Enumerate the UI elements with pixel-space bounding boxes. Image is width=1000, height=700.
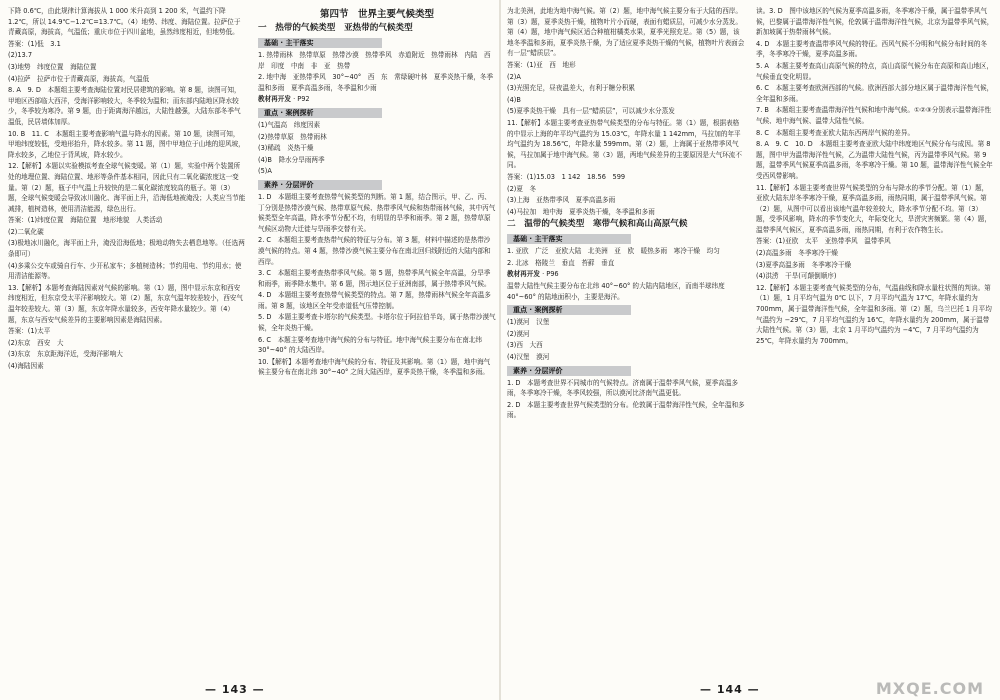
band-cases: 重点 · 案例探析: [258, 108, 382, 118]
answer-line: 2. 地中海 亚热带季风 30°~40° 西 东 常绿硬叶林 夏季炎热干燥，冬季温和多雨 夏季高温多雨，冬季温和少雨: [258, 73, 494, 92]
answer-line: 1. 热带雨林 热带草原 热带沙漠 热带季风 赤道附近 热带雨林 内陆 西岸 印度 中南 非 亚 热带: [258, 51, 491, 70]
answer-paragraph: 5. A 本题主要考查高山高原气候的特点，高山高原气候分布在高原和高山地区，气候垂直变化明显。: [756, 61, 994, 81]
watermark: MXQE.COM: [875, 679, 984, 698]
page-number-left: — 143 —: [205, 683, 265, 696]
answer-paragraph: 5. D 本题主要考查卡塔尔的气候类型。卡塔尔位于阿拉伯半岛，属于热带沙漠气候，全年炎热干燥。: [258, 313, 496, 333]
answer-line: (5)A: [258, 167, 272, 176]
answer-line: (3)西 大西: [507, 341, 543, 350]
answer-paragraph: (3)东京 东京距海洋近，受海洋影响大: [8, 350, 123, 359]
column-3: [507, 6, 745, 422]
answer-paragraph: 10. B 11. C 本题组主要考查影响气温与降水的因素。第 10 题，读图可知，甲地纬度较低，受地形抬升，降水较多。第 11 题，图中甲地位于山地的迎风坡，降水较多，乙地位于背风坡，降水较少。: [8, 129, 245, 159]
answer-paragraph: (4)海陆因素: [8, 362, 44, 370]
answer-line: 1. 亚欧 广泛 亚欧大陆 北美洲 亚 欧 暖热多雨 寒冷干燥 均匀: [507, 247, 720, 256]
answer-line: 2. 北冰 格陵兰 垂直 苔藓 垂直: [507, 258, 615, 267]
answer-paragraph: (4)多乘公交车或骑自行车、少开私家车；多植树造林；节约用电、节约用水；使用清洁能源等。: [8, 261, 242, 281]
answer-paragraph: 10.【解析】本题考查地中海气候的分布、特征及其影响。第（1）题，地中海气候主要分布在南北纬 30°~40° 之间大陆西岸，夏季炎热干燥，冬季温和多雨。: [258, 357, 491, 377]
answer-paragraph: 11.【解析】本题主要考查世界气候类型的分布与降水的季节分配。第（1）题，亚欧大陆东岸冬季寒冷干燥，夏季高温多雨，雨热同期，属于温带季风气候。第（2）题，从图中可以看出该地气温年较差较大，降水季节分配不均。第（3）题，受季风影响，降水的季节变化大，年际变化大，旱涝灾害频繁。第（4）题，温带季风气候区，夏季高温多雨，雨热同期，有利于农作物生长。: [756, 183, 991, 234]
cases-answers: [258, 120, 496, 177]
band-basics-2: 基础 · 主干落实: [507, 234, 631, 244]
continued-answers: [507, 6, 745, 217]
answer-paragraph: (3)光照充足，昼夜温差大，有利于糖分积累: [507, 84, 636, 93]
answer-paragraph: (4)马拉加 地中海 夏季炎热干燥，冬季温和多雨: [507, 207, 655, 216]
answer-paragraph: 读。3. D 图中该地区的气候为夏季高温多雨，冬季寒冷干燥，属于温带季风气候，巴黎属于温带海洋性气候，伦敦属于温带海洋性气候，北京为温带季风气候，新加坡属于热带雨林气候。: [756, 7, 994, 37]
answer-paragraph: 11.【解析】本题主要考查亚热带气候类型的分布与特征。第（1）题，根据表格的中显示上海的年平均气温约为 15.03℃，年降水量 1 142mm，马拉加的年平均气温约为 18.56℃，年降水量 599mm。第（2）题，上海属于亚热带季风气候，马拉加属于地中海气候。第（3）题，两地气候差异的主要原因是大气环流不同。: [507, 118, 742, 170]
answer-paragraph: 8. A 9. C 10. D 本题组主要考查亚欧大陆中纬度地区气候分布与成因。第 8 题，图中甲为温带海洋性气候，乙为温带大陆性气候，丙为温带季风气候。第 9 题，温带季风气候夏季高温多雨，冬季寒冷干燥。第 10 题，温带海洋性气候全年受西风带影响。: [756, 140, 993, 180]
answer-paragraph: 2. D 本题主要考查世界气候类型的分布。伦敦属于温带海洋性气候，全年温和多雨。: [507, 400, 745, 420]
answer-paragraph: 答案：(1)太平: [8, 327, 51, 336]
column-4: [756, 6, 994, 347]
subsection-title: 一 热带的气候类型 亚热带的气候类型: [258, 23, 413, 33]
answer-line: (4)汉堡 漠河: [507, 353, 550, 362]
subsection-title-2: 二 温带的气候类型 寒带气候和高山高原气候: [507, 219, 688, 230]
answer-paragraph: (2)A: [507, 72, 521, 81]
answer-paragraph: 下降 0.6℃，由此规律计算海拔从 1 000 米升高到 1 200 米，气温约下降 1.2℃，所以 14.9℃−1.2℃=13.7℃。（4）地势、纬度、海陆位置。拉萨位于青藏高原，海拔高，气温低；重庆市位于四川盆地，虽然纬度相近，但地势低。: [8, 7, 241, 37]
answer-paragraph: (2)东京 西安 大: [8, 338, 64, 347]
answer-paragraph: (4)拉萨 拉萨市位于青藏高原，海拔高，气温低: [8, 74, 150, 83]
answer-paragraph: 6. C 本题主要考查地中海气候的分布与特征。地中海气候主要分布在南北纬 30°~40° 的大陆西岸。: [258, 335, 482, 355]
answer-paragraph: 8. C 本题组主要考查亚欧大陆东西两岸气候的差异。: [756, 128, 915, 137]
answer-paragraph: (2)13.7: [8, 51, 33, 60]
answer-paragraph: 12.【解析】本题以实验模拟考查全球气候变暖。第（1）题，实验中两个装置所处的地理位置、海陆位置、地形等条件基本相同，因此只有二氧化碳浓度这一变量。第（2）题，瓶子中气温上升较快的是二氧化碳浓度较高的瓶子。第（3）题，全球气候变暖会导致冰川融化、海平面上升，沿海低地被淹没；人类应当节能减排，植树造林，使用清洁能源，绿色出行。: [8, 162, 246, 213]
evaluation-answers: [258, 192, 496, 378]
textbook-note: 教材再开发 · P92: [258, 95, 310, 104]
answer-paragraph: 1. D 本题考查世界不同城市的气候特点。济南属于温带季风气候，夏季高温多雨，冬季寒冷干燥，冬季风较强，所以漠河比济南气温更低。: [507, 378, 739, 398]
evaluation-answers-2: [507, 378, 745, 421]
answer-line: (1)气温高 纬度因素: [258, 120, 321, 129]
page-number-right: — 144 —: [700, 683, 760, 696]
answer-paragraph: 为北美洲，此地为地中海气候。第（2）题，地中海气候主要分布于大陆的西岸。第（3）题，夏季炎热干燥，植物叶片小而硬，表面有蜡质层，可减少水分蒸发。第（4）题，地中海气候区适合种植柑橘类水果，夏季光照充足。第（5）题，该地冬季温和多雨，夏季炎热干燥，为了适应夏季炎热干燥的气候，植物叶片表面会有一层“蜡质层”。: [507, 7, 745, 58]
answer-paragraph: (3)夏季高温多雨 冬季寒冷干燥: [756, 260, 852, 269]
answer-paragraph: 13.【解析】本题考查海陆因素对气候的影响。第（1）题，图中显示东京和西安纬度相近，但东京受太平洋影响较大。第（2）题，东京气温年较差较小，西安气温年较差较大。第（3）题，东京年降水量较多，西安年降水量较少。第（4）题，东京与西安气候差异的主要影响因素是海陆因素。: [8, 283, 243, 324]
answer-paragraph: (3)极地冰川融化，海平面上升，淹没沿海低地；极地动物失去栖息地等。（任选两条即可）: [8, 239, 245, 259]
textbook-note-2: 教材再开发 · P96: [507, 270, 559, 279]
answer-line: (1)漠河 汉堡: [507, 318, 550, 327]
band-cases-2: 重点 · 案例探析: [507, 305, 631, 315]
answer-paragraph: 答案：(1)纬度位置 海陆位置 地形地貌 人类活动: [8, 216, 163, 225]
answer-paragraph: 答案：(1)低 3.1: [8, 39, 61, 48]
answer-paragraph: 2. C 本题组主要考查热带气候的特征与分布。第 3 题，材料中描述的是热带沙漠气候的特点。第 4 题，热带沙漠气候主要分布在南北回归线附近的大陆内部和西岸。: [258, 236, 491, 266]
textbook-text: 温带大陆性气候主要分布在北纬 40°~60° 的大陆内陆地区，而南半球纬度 40°~60° 的陆地面积小，主要是海洋。: [507, 282, 725, 301]
answer-paragraph: (3)上海 亚热带季风 夏季高温多雨: [507, 196, 616, 205]
column-2: [258, 6, 496, 379]
band-evaluation: 素养 · 分层评价: [258, 180, 382, 190]
answer-paragraph: (2)二氧化碳: [8, 227, 44, 236]
answer-paragraph: 4. D 本题组主要考查热带气候类型的特点。第 7 题，热带雨林气候全年高温多雨。第 8 题，该地区全年受赤道低气压带控制。: [258, 291, 491, 310]
answer-paragraph: 答案：(1)亚欧 太平 亚热带季风 温带季风: [756, 237, 891, 246]
answer-paragraph: 12.【解析】本题主要考查气候类型的分布，气温曲线和降水量柱状图的判读。第（1）题，1 月平均气温为 0℃ 以下，7 月平均气温为 17℃，年降水量约为 700mm，属于温带海洋性气候，全年温和多雨。第（2）题，乌兰巴托 1 月平均气温约为 −29℃，7 月平均气温约为 16℃，年降水量约为 200mm，属于温带大陆性气候。第（3）题，北京 1 月平均气温约为 −4℃，7 月平均气温约为 25℃，年降水量约为 700mm。: [756, 283, 992, 345]
answer-paragraph: 1. D 本题组主要考查热带气候类型的判断。第 1 题，结合图示，甲、乙、丙、丁分别是热带沙漠气候、热带草原气候、热带季风气候和热带雨林气候，其中丙气候类型全年高温，降水季节分配不均，有明显的旱季和雨季。第 2 题，热带草原气候区动物大迁徙与旱雨季交替有关。: [258, 192, 496, 233]
answer-line: (2)漠河: [507, 329, 530, 338]
answer-line: (3)稀疏 炎热干燥: [258, 144, 314, 153]
basics-answers-2: [507, 246, 745, 268]
answer-paragraph: (5)夏季炎热干燥 具有一层“蜡质层”，可以减少水分蒸发: [507, 107, 675, 116]
answer-paragraph: 6. C 本题主要考查欧洲西部的气候。欧洲西部大部分地区属于温带海洋性气候，全年温和多雨。: [756, 84, 994, 103]
answer-paragraph: 7. B 本题组主要考查温带海洋性气候和地中海气候。①②③分别表示温带海洋性气候、地中海气候、温带大陆性气候。: [756, 106, 992, 125]
section-title: 第四节 世界主要气候类型: [319, 9, 434, 20]
cases-answers-2: [507, 317, 745, 362]
answer-paragraph: 答案：(1)15.03 1 142 18.56 599: [507, 172, 626, 181]
answer-paragraph: 答案：(1)亚 西 地形: [507, 60, 576, 69]
answer-paragraph: (3)地势 纬度位置 海陆位置: [8, 62, 97, 71]
answer-paragraph: (2)夏 冬: [507, 184, 537, 193]
band-evaluation-2: 素养 · 分层评价: [507, 366, 631, 376]
answer-line: (2)热带草原 热带雨林: [258, 132, 327, 141]
answer-paragraph: (4)洪涝 干旱(可颠倒顺序): [756, 272, 837, 281]
column-1: [8, 6, 246, 373]
answer-paragraph: 8. A 9. D 本题组主要考查海陆位置对民居建筑的影响。第 8 题，读图可知，甲地区西部临大西洋，受海洋影响较大，冬季较为温和；而东部内陆地区降水较少，冬季较为寒冷。第 9 题，由于距离海洋越远，大陆性越强，大陆东部冬季气温低，民居墙体加厚。: [8, 86, 241, 126]
answer-paragraph: 4. D 本题主要考查温带季风气候的特征。西风气候不分明和气候分布时间的冬季，冬季寒冷干燥，夏季高温多雨。: [756, 39, 988, 59]
basics-answers: [258, 50, 496, 93]
band-basics: 基础 · 主干落实: [258, 38, 382, 48]
answer-paragraph: 3. C 本题组主要考查热带季风气候。第 5 题，热带季风气候全年高温，分旱季和雨季，雨季降水集中。第 6 题，图示地区位于亚洲南部，属于热带季风气候。: [258, 269, 491, 288]
page-gutter: [499, 0, 501, 700]
answer-paragraph: (4)B: [507, 95, 521, 104]
answer-line: (4)B 降水分旱雨两季: [258, 155, 325, 164]
answer-paragraph: (2)高温多雨 冬季寒冷干燥: [756, 249, 838, 258]
